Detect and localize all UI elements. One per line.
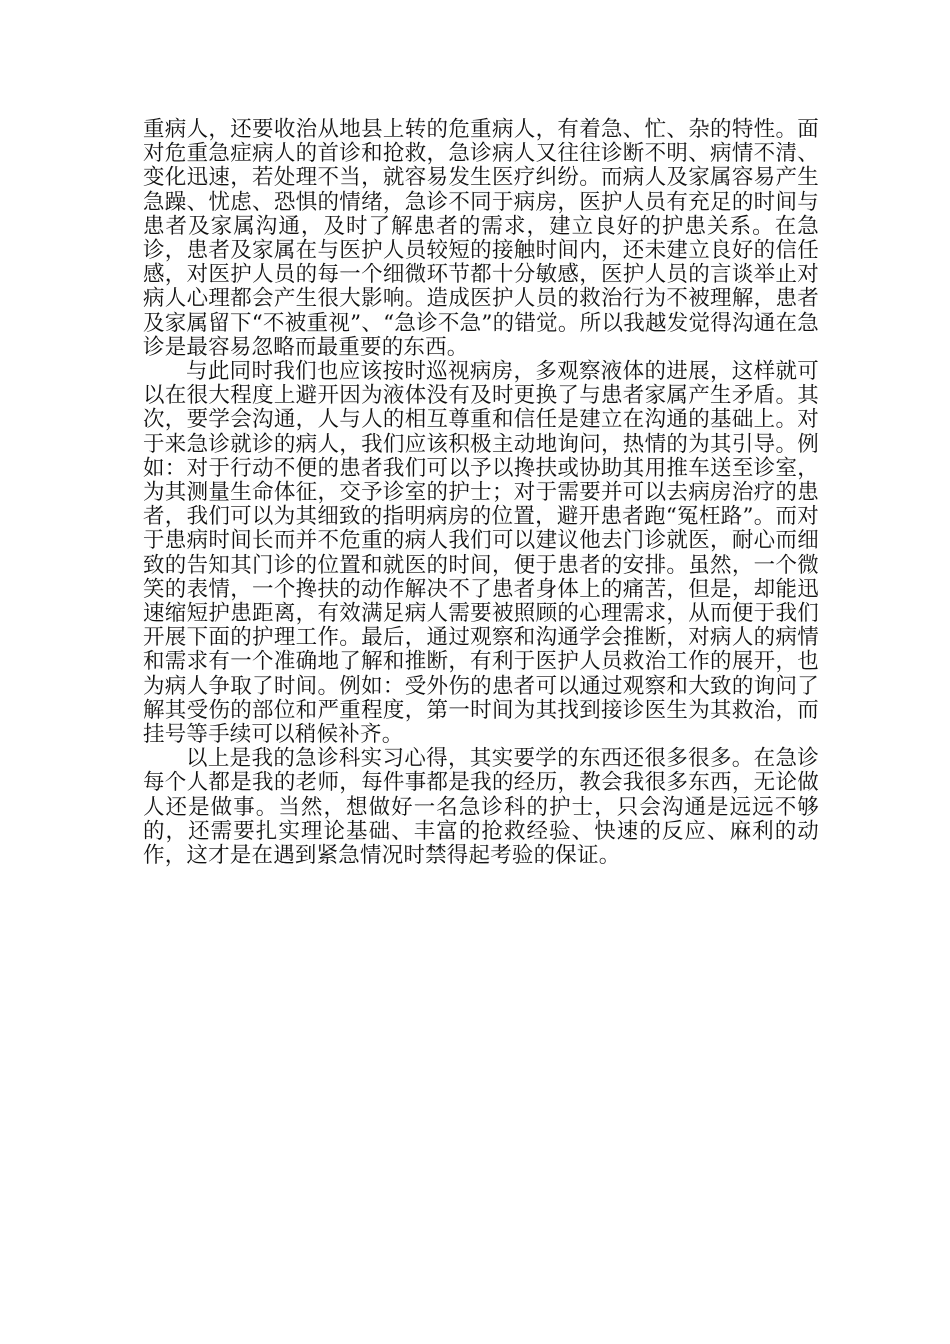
paragraph-3: 以上是我的急诊科实习心得，其实要学的东西还很多很多。在急诊每个人都是我的老师，每件事都是我的经历，教会我很多东西，无论做人还是做事。当然，想做好一名急诊科的护士，只会沟通是远远不够的，还需要扎实理论基础、丰富的抢救经验、快速的反应、麻利的动作，这才是在遇到紧急情况时禁得起考验的保证。 [143,746,819,869]
paragraph-2: 与此同时我们也应该按时巡视病房，多观察液体的进展，这样就可以在很大程度上避开因为液体没有及时更换了与患者家属产生矛盾。其次，要学会沟通，人与人的相互尊重和信任是建立在沟通的基础上。对于来急诊就诊的病人，我们应该积极主动地询问，热情的为其引导。例如：对于行动不便的患者我们可以予以搀扶或协助其用推车送至诊室，为其测量生命体征，交予诊室的护士；对于需要并可以去病房治疗的患者，我们可以为其细致的指明病房的位置，避开患者跑“冤枉路”。而对于患病时间长而并不危重的病人我们可以建议他去门诊就医，耐心而细致的告知其门诊的位置和就医的时间，便于患者的安排。虽然，一个微笑的表情，一个搀扶的动作解决不了患者身体上的痛苦，但是，却能迅速缩短护患距离，有效满足病人需要被照顾的心理需求，从而便于我们开展下面的护理工作。最后，通过观察和沟通学会推断，对病人的病情和需求有一个准确地了解和推断，有利于医护人员救治工作的展开，也为病人争取了时间。例如：受外伤的患者可以通过观察和大致的询问了解其受伤的部位和严重程度，第一时间为其找到接诊医生为其救治，而挂号等手续可以稍候补齐。 [143,359,819,748]
document-body [143,118,819,868]
paragraph-1: 重病人，还要收治从地县上转的危重病人，有着急、忙、杂的特性。面对危重急症病人的首诊和抢救，急诊病人又往往诊断不明、病情不清、变化迅速，若处理不当，就容易发生医疗纠纷。而病人及家属容易产生急躁、忧虑、恐惧的情绪，急诊不同于病房，医护人员有充足的时间与患者及家属沟通，及时了解患者的需求，建立良好的护患关系。在急诊，患者及家属在与医护人员较短的接触时间内，还未建立良好的信任感，对医护人员的每一个细微环节都十分敏感，医护人员的言谈举止对病人心理都会产生很大影响。造成医护人员的救治行为不被理解，患者及家属留下“不被重视”、“急诊不急”的错觉。所以我越发觉得沟通在急诊是最容易忽略而最重要的东西。 [143,117,819,360]
